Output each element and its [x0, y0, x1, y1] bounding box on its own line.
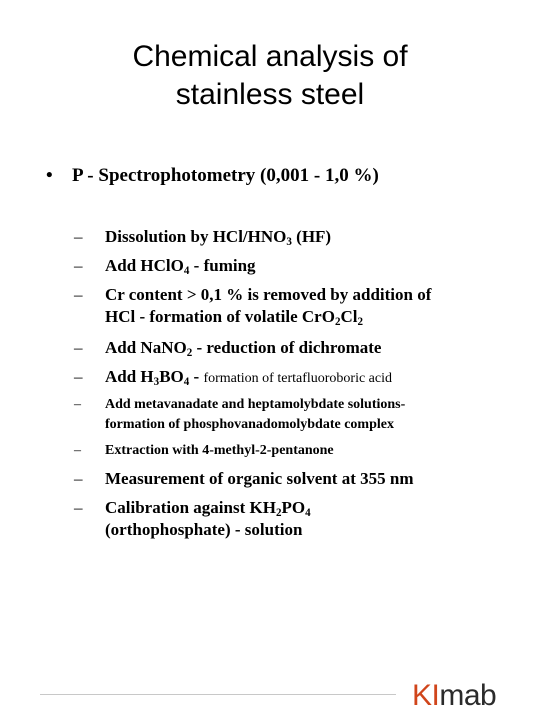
bullet-dot-icon: • — [46, 165, 53, 186]
sub-item-text: Add NaNO$_2$ - reduction of dichromate — [105, 338, 382, 359]
slide-title — [0, 38, 540, 114]
sub-item-measurement — [74, 468, 514, 490]
sub-item-text: Add HClO$_4$ - fuming — [105, 256, 256, 277]
sub-item-extraction — [74, 441, 514, 461]
kimab-logo — [412, 680, 496, 712]
dash-icon: – — [74, 397, 81, 412]
dash-icon: – — [74, 285, 83, 304]
sub-item-text: Add $H_3BO_4$ - formation of tertafluoroboric acid — [105, 367, 393, 388]
logo-mab: mab — [439, 679, 497, 712]
slide-title-line2: stainless steel — [175, 78, 365, 111]
sub-item-text: Cr content > 0,1 % is removed by addition of HCl - formation of volatile $CrO_2Cl_2$ — [105, 285, 432, 328]
dash-icon: – — [74, 338, 83, 357]
sub-item-metavanadate — [74, 395, 514, 435]
dash-icon: – — [74, 367, 83, 386]
dash-icon: – — [74, 498, 83, 517]
slide-title-line1: Chemical analysis of — [132, 40, 408, 73]
dash-icon: – — [74, 227, 83, 246]
sub-item-text: Measurement of organic solvent at 355 nm — [105, 469, 414, 488]
sub-item-text: Dissolution by HCl/$HNO_3$ (HF) — [105, 227, 332, 248]
sub-item-text: Calibration against $KH_2PO_4$ (orthophosphate) - solution — [105, 498, 311, 539]
sub-item-calibration — [74, 497, 514, 541]
dash-icon: – — [74, 256, 83, 275]
sub-item-dissolution — [74, 226, 514, 248]
sub-item-text: Add metavanadate and heptamolybdate solutions- formation of phosphovanadomolybdate complex — [105, 397, 406, 432]
sub-item-add-nano2 — [74, 337, 514, 359]
sub-item-add-h3bo4 — [74, 366, 514, 390]
main-bullet-text: P - Spectrophotometry (0,001 - 1,0 %) — [72, 165, 379, 186]
sub-item-add-hclo4 — [74, 255, 514, 277]
logo-ki: KI — [412, 679, 440, 712]
dash-icon: – — [74, 469, 83, 488]
footer-divider — [40, 694, 396, 695]
sub-item-cr-content — [74, 284, 514, 328]
sub-item-text: Extraction with 4-methyl-2-pentanone — [105, 443, 334, 458]
dash-icon: – — [74, 443, 81, 458]
